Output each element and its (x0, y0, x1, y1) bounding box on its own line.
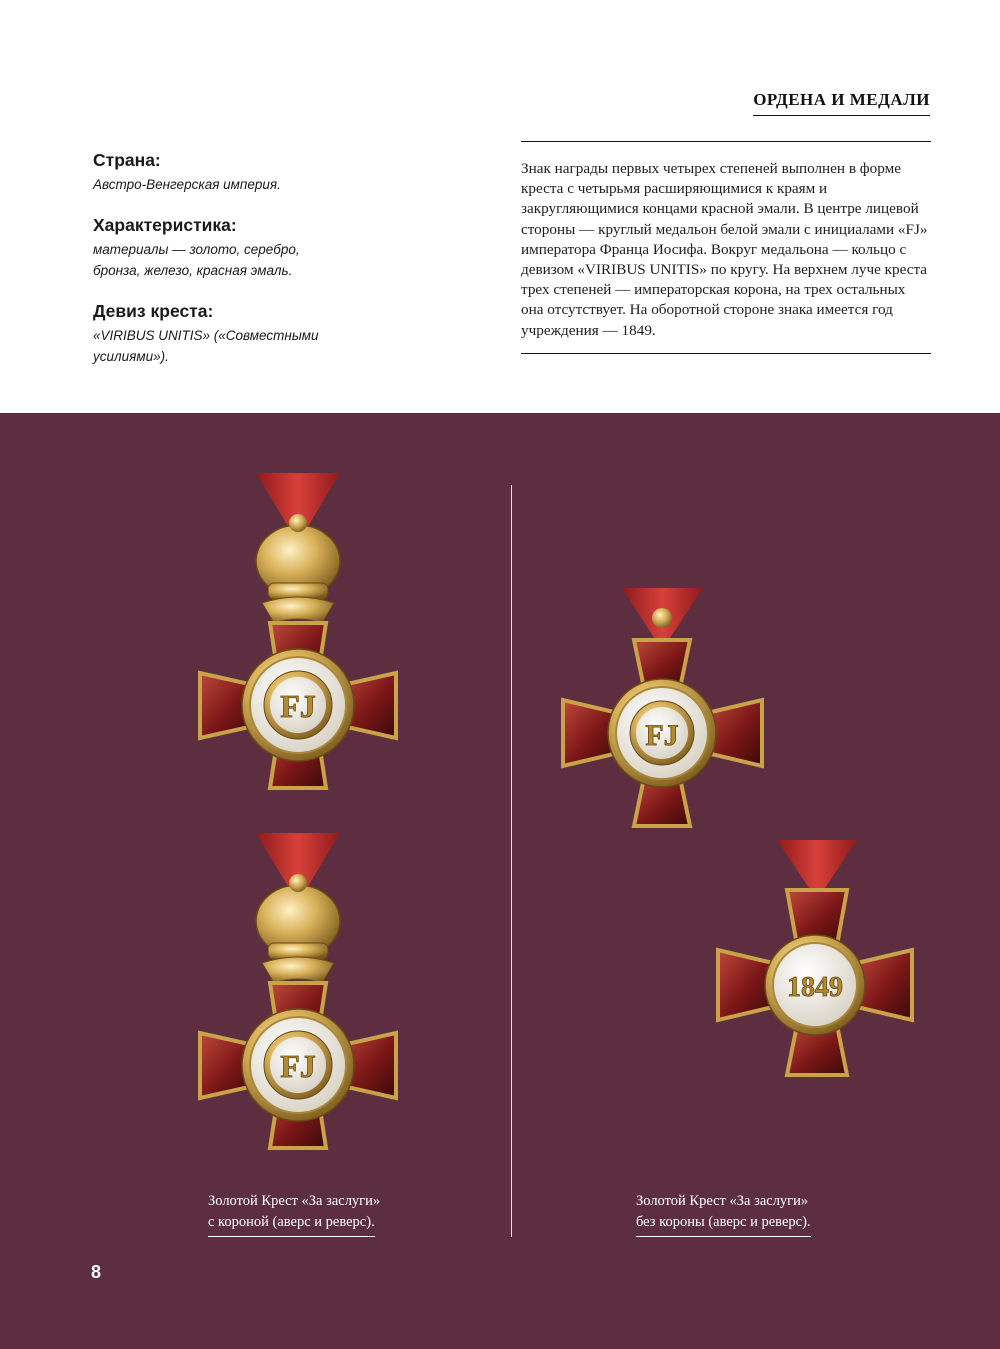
monogram-text: FJ (645, 719, 679, 752)
year-text: 1849 (787, 972, 843, 1003)
fact-label: Страна: (93, 150, 161, 170)
cross-reverse-image (715, 840, 915, 1080)
crowned-cross-obverse-image (198, 473, 398, 818)
monogram-text: FJ (280, 1048, 316, 1084)
caption-line: Золотой Крест «За заслуги» (208, 1193, 381, 1209)
crowned-cross-reverse (198, 833, 398, 1178)
crowned-cross-obverse (198, 473, 398, 818)
fact-label: Характеристика: (93, 215, 237, 235)
fact-value: материалы — золото, серебро, бронза, железо, красная эмаль. (93, 242, 300, 278)
caption-line: с короной (аверс и реверс). (208, 1212, 375, 1237)
fact-motto (93, 301, 393, 367)
page-number: 8 (91, 1262, 102, 1282)
fact-label: Девиз креста: (93, 301, 214, 321)
facts-block (93, 150, 393, 387)
monogram-text: FJ (280, 688, 316, 724)
description-text: Знак награды первых четырех степеней выполнен в форме креста с четырьмя расширяющимися к краям и закругляющимися концами красной эмали. В центре лицевой стороны — круглый медальон белой эмали с инициалами «FJ» императора Франца Иосифа. Вокруг медальона — кольцо с девизом «VIRIBUS UNITIS» по кругу. На верхнем луче креста трех степеней — императорская корона, на трех остальных она отсутствует. На оборотной стороне знака имеется год учреждения — 1849. (521, 160, 928, 339)
fact-characteristics (93, 215, 393, 281)
crowned-cross-reverse-image (198, 833, 398, 1178)
fact-country (93, 150, 393, 195)
caption-right (636, 1191, 811, 1237)
fact-value: Австро-Венгерская империя. (93, 177, 281, 192)
cross-reverse (715, 840, 915, 1080)
cross-obverse (560, 588, 765, 833)
section-title: ОРДЕНА И МЕДАЛИ (753, 90, 930, 116)
column-divider (511, 485, 512, 1237)
photo-panel (0, 413, 1000, 1349)
caption-left (208, 1191, 380, 1237)
caption-line: без короны (аверс и реверс). (636, 1212, 811, 1237)
caption-line: Золотой Крест «За заслуги» (636, 1193, 809, 1209)
fact-value: «VIRIBUS UNITIS» («Совместными усилиями»). (93, 328, 319, 364)
description-block (521, 141, 931, 354)
cross-obverse-image (560, 588, 765, 833)
